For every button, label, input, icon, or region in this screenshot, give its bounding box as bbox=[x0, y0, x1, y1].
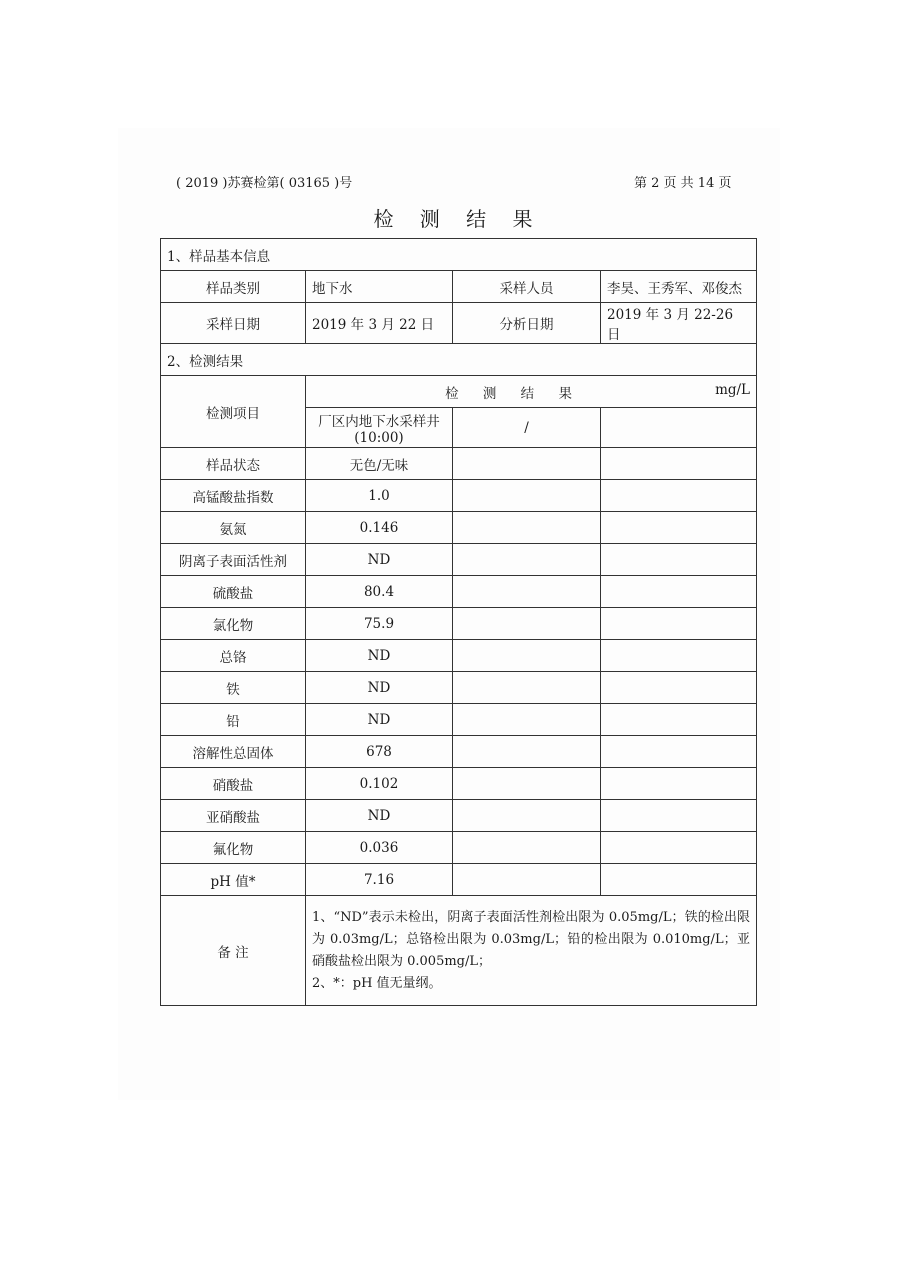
item-name: 溶解性总固体 bbox=[161, 736, 306, 768]
sample-point-time: (10:00) bbox=[354, 429, 404, 446]
item-value: 无色/无味 bbox=[306, 448, 453, 480]
remark-line: 1、“ND”表示未检出，阴离子表面活性剂检出限为 0.05mg/L；铁的检出限为 0.03mg/L；总铬检出限为 0.03mg/L；铅的检出限为 0.010mg/L；亚硝酸盐检出限为 0.005mg/L； bbox=[312, 909, 751, 969]
item-value: 1.0 bbox=[306, 480, 453, 512]
empty-cell bbox=[601, 544, 757, 576]
table-row bbox=[161, 768, 757, 800]
remarks-label: 备 注 bbox=[161, 896, 306, 1006]
empty-cell bbox=[453, 704, 601, 736]
empty-cell bbox=[453, 640, 601, 672]
empty-cell bbox=[601, 768, 757, 800]
table-row bbox=[161, 544, 757, 576]
table-row bbox=[161, 480, 757, 512]
table-row bbox=[161, 608, 757, 640]
item-value: ND bbox=[306, 800, 453, 832]
empty-cell bbox=[601, 736, 757, 768]
empty-cell bbox=[601, 608, 757, 640]
item-name: 硝酸盐 bbox=[161, 768, 306, 800]
table-row bbox=[161, 512, 757, 544]
table-row bbox=[161, 576, 757, 608]
sampling-date-value: 2019 年 3 月 22 日 bbox=[306, 303, 453, 344]
second-point-cell: / bbox=[453, 408, 601, 448]
empty-cell bbox=[453, 864, 601, 896]
empty-cell bbox=[453, 768, 601, 800]
empty-cell bbox=[601, 672, 757, 704]
item-value: ND bbox=[306, 544, 453, 576]
table-row bbox=[161, 448, 757, 480]
empty-cell bbox=[601, 480, 757, 512]
remarks-cell bbox=[306, 896, 757, 1006]
empty-cell bbox=[453, 544, 601, 576]
report-number: ( 2019 )苏赛检第( 03165 )号 bbox=[176, 176, 353, 191]
empty-cell bbox=[601, 448, 757, 480]
empty-cell bbox=[601, 512, 757, 544]
empty-cell bbox=[453, 736, 601, 768]
empty-cell bbox=[601, 576, 757, 608]
item-name: 硫酸盐 bbox=[161, 576, 306, 608]
unit-label: mg/L bbox=[715, 381, 751, 398]
item-header: 检测项目 bbox=[161, 376, 306, 448]
item-name: 铁 bbox=[161, 672, 306, 704]
sample-type-label: 样品类别 bbox=[161, 271, 306, 303]
section2-title: 2、检测结果 bbox=[161, 344, 757, 376]
table-row bbox=[161, 832, 757, 864]
sample-type-value: 地下水 bbox=[306, 271, 453, 303]
section1-title: 1、样品基本信息 bbox=[161, 239, 757, 271]
sample-point-name: 厂区内地下水采样井 bbox=[318, 413, 440, 430]
table-row bbox=[161, 672, 757, 704]
empty-cell bbox=[453, 448, 601, 480]
empty-cell bbox=[453, 672, 601, 704]
empty-cell bbox=[601, 864, 757, 896]
analysis-date-value: 2019 年 3 月 22-26 日 bbox=[601, 303, 757, 344]
item-value: ND bbox=[306, 672, 453, 704]
table-row bbox=[161, 704, 757, 736]
table-row bbox=[161, 736, 757, 768]
empty-cell bbox=[453, 832, 601, 864]
analysis-date-label: 分析日期 bbox=[453, 303, 601, 344]
page-title: 检 测 结 果 bbox=[373, 207, 543, 231]
table-row bbox=[161, 640, 757, 672]
item-value: 678 bbox=[306, 736, 453, 768]
empty-cell bbox=[453, 512, 601, 544]
item-name: 高锰酸盐指数 bbox=[161, 480, 306, 512]
item-value: 80.4 bbox=[306, 576, 453, 608]
item-name: 氨氮 bbox=[161, 512, 306, 544]
item-value: ND bbox=[306, 640, 453, 672]
item-value: 0.146 bbox=[306, 512, 453, 544]
page-info: 第 2 页 共 14 页 bbox=[634, 176, 732, 191]
empty-cell bbox=[453, 480, 601, 512]
empty-cell bbox=[601, 800, 757, 832]
result-header: 检 测 结 果 bbox=[445, 385, 582, 402]
empty-cell bbox=[453, 608, 601, 640]
third-point-cell bbox=[601, 408, 757, 448]
result-header-cell bbox=[306, 376, 757, 408]
sample-point-cell bbox=[306, 408, 453, 448]
item-name: 总铬 bbox=[161, 640, 306, 672]
item-name: 样品状态 bbox=[161, 448, 306, 480]
item-name: pH 值* bbox=[161, 864, 306, 896]
remark-line: 2、*：pH 值无量纲。 bbox=[312, 975, 442, 991]
item-value: ND bbox=[306, 704, 453, 736]
item-name: 氯化物 bbox=[161, 608, 306, 640]
item-name: 铅 bbox=[161, 704, 306, 736]
item-value: 75.9 bbox=[306, 608, 453, 640]
empty-cell bbox=[601, 704, 757, 736]
item-name: 亚硝酸盐 bbox=[161, 800, 306, 832]
item-value: 0.102 bbox=[306, 768, 453, 800]
item-name: 氟化物 bbox=[161, 832, 306, 864]
table-row bbox=[161, 800, 757, 832]
empty-cell bbox=[601, 640, 757, 672]
sampler-value: 李昊、王秀军、邓俊杰 bbox=[601, 271, 757, 303]
empty-cell bbox=[453, 800, 601, 832]
empty-cell bbox=[453, 576, 601, 608]
item-value: 0.036 bbox=[306, 832, 453, 864]
results-table bbox=[160, 238, 757, 1006]
item-value: 7.16 bbox=[306, 864, 453, 896]
sampling-date-label: 采样日期 bbox=[161, 303, 306, 344]
item-name: 阴离子表面活性剂 bbox=[161, 544, 306, 576]
table-row bbox=[161, 864, 757, 896]
sampler-label: 采样人员 bbox=[453, 271, 601, 303]
empty-cell bbox=[601, 832, 757, 864]
